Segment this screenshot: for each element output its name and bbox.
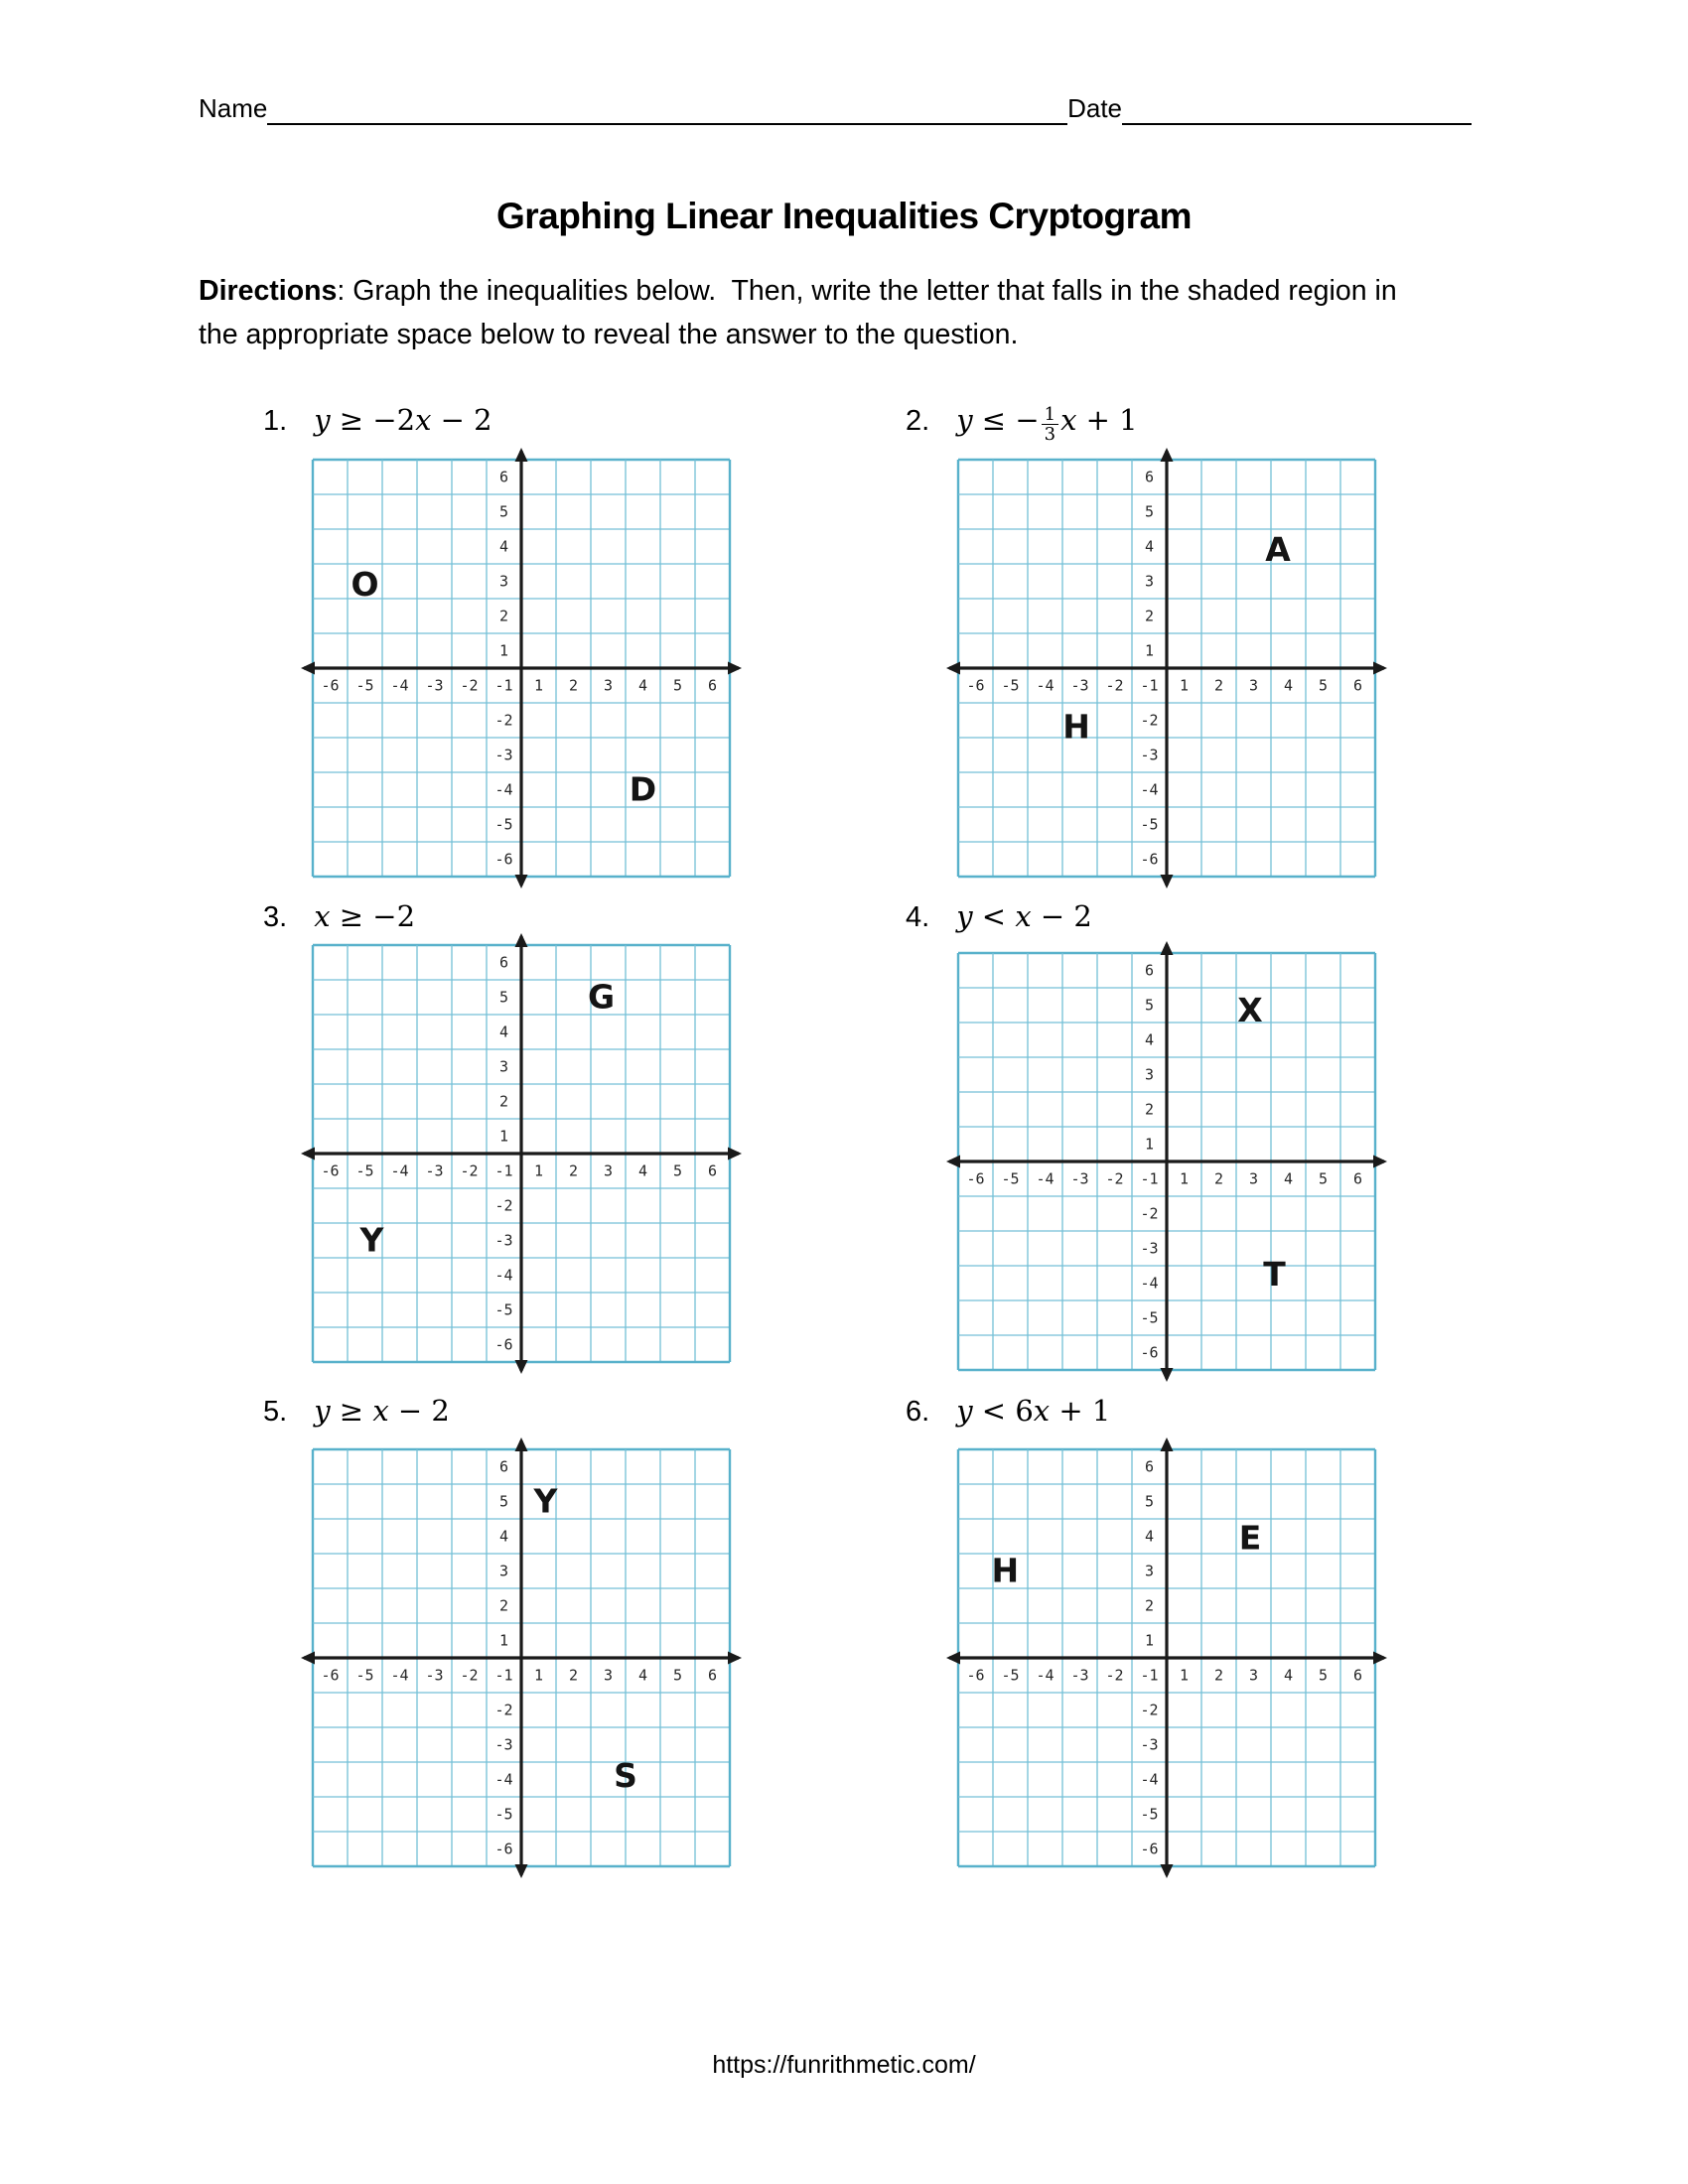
y-tick-label: -3 (494, 1735, 513, 1754)
x-tick-label: -1 (1140, 676, 1159, 695)
x-tick-label: -3 (425, 676, 444, 695)
x-tick-label: -5 (1001, 676, 1020, 695)
name-label: Name (199, 93, 268, 123)
x-tick-label: -5 (1001, 1666, 1020, 1685)
graph-letter-A: A (1265, 530, 1291, 569)
footer-url: https://funrithmetic.com/ (712, 2051, 976, 2079)
x-tick-label: 1 (533, 1161, 544, 1180)
problem-6-inequality: y < 6 x + 1 (956, 1394, 1111, 1428)
axis-arrow-icon (728, 1148, 742, 1160)
problem-4-label (906, 899, 1092, 934)
problem-3-label (263, 899, 415, 934)
y-tick-label: 2 (498, 607, 509, 625)
y-tick-label: -6 (1140, 850, 1159, 869)
graph-letter-Y: Y (359, 1220, 384, 1260)
x-tick-label: 3 (603, 1666, 614, 1685)
axis-arrow-icon (515, 448, 528, 462)
graph-letter-X: X (1237, 990, 1263, 1029)
x-tick-label: -4 (1036, 1666, 1055, 1685)
x-tick-label: 3 (1248, 1169, 1259, 1188)
problem-2-inequality: y ≤ − $\frac{1}{3}$ x + 1 (956, 403, 1138, 446)
axis-arrow-icon (515, 1360, 528, 1374)
x-tick-label: -5 (355, 676, 374, 695)
graph-letter-D: D (629, 769, 657, 809)
y-tick-label: 5 (498, 988, 509, 1007)
name-blank-line (267, 117, 1067, 125)
directions-text (199, 269, 1425, 356)
x-tick-label: 6 (707, 1161, 718, 1180)
x-tick-label: 5 (672, 676, 683, 695)
y-tick-label: -3 (1140, 1239, 1159, 1258)
y-tick-label: 5 (498, 502, 509, 521)
y-tick-label: 5 (1144, 996, 1155, 1015)
y-tick-label: -3 (494, 1231, 513, 1250)
y-tick-label: 1 (1144, 641, 1155, 660)
y-tick-label: 4 (498, 537, 509, 556)
x-tick-label: 4 (1283, 1666, 1294, 1685)
y-tick-label: -4 (1140, 1274, 1159, 1293)
x-tick-label: -6 (966, 676, 985, 695)
axis-arrow-icon (515, 1437, 528, 1451)
y-tick-label: 1 (498, 641, 509, 660)
math-variable: y (956, 1394, 973, 1428)
problem-6-graph (946, 1437, 1387, 1878)
axis-arrow-icon (1161, 1437, 1174, 1451)
axis-arrow-icon (1161, 1368, 1174, 1382)
x-tick-label: 4 (637, 676, 648, 695)
axis-arrow-icon (515, 933, 528, 947)
axis-arrow-icon (1161, 875, 1174, 888)
x-tick-label: 3 (603, 1161, 614, 1180)
x-tick-label: -4 (390, 1161, 409, 1180)
x-tick-label: 5 (1318, 1169, 1329, 1188)
y-tick-label: -2 (1140, 1204, 1159, 1223)
axis-arrow-icon (946, 1652, 960, 1665)
y-tick-label: 1 (498, 1631, 509, 1650)
axis-arrow-icon (1373, 662, 1387, 675)
y-tick-label: 4 (1144, 537, 1155, 556)
x-tick-label: -2 (1105, 676, 1124, 695)
axis-arrow-icon (728, 1652, 742, 1665)
x-tick-label: 6 (1352, 1666, 1363, 1685)
y-tick-label: -2 (494, 711, 513, 730)
y-tick-label: 6 (1144, 961, 1155, 980)
math-variable: y (956, 899, 973, 933)
y-tick-label: 4 (1144, 1527, 1155, 1546)
x-tick-label: -1 (1140, 1169, 1159, 1188)
y-tick-label: -2 (1140, 711, 1159, 730)
x-tick-label: -6 (321, 1161, 340, 1180)
problem-5-label (263, 1394, 450, 1429)
y-tick-label: -6 (494, 1840, 513, 1858)
y-tick-label: -3 (1140, 746, 1159, 764)
y-tick-label: 2 (498, 1092, 509, 1111)
axis-arrow-icon (1161, 941, 1174, 955)
problem-3-number: 3. (263, 901, 288, 933)
math-variable: x (1060, 403, 1077, 437)
y-tick-label: -6 (1140, 1343, 1159, 1362)
problem-2-number: 2. (906, 405, 930, 437)
axis-arrow-icon (728, 662, 742, 675)
y-tick-label: 3 (1144, 1065, 1155, 1084)
x-tick-label: 5 (1318, 676, 1329, 695)
problem-4-number: 4. (906, 901, 930, 933)
y-tick-label: -6 (1140, 1840, 1159, 1858)
x-tick-label: -3 (1070, 1169, 1089, 1188)
y-tick-label: 6 (498, 468, 509, 486)
y-tick-label: 6 (1144, 1457, 1155, 1476)
axis-arrow-icon (515, 875, 528, 888)
problem-3-inequality: x ≥ −2 (314, 899, 416, 933)
x-tick-label: -5 (355, 1161, 374, 1180)
y-tick-label: 3 (498, 572, 509, 591)
name-date-row (199, 93, 1472, 125)
y-tick-label: 3 (1144, 1562, 1155, 1580)
x-tick-label: 6 (1352, 676, 1363, 695)
x-tick-label: -5 (1001, 1169, 1020, 1188)
problem-1-inequality: y ≥ −2 x − 2 (314, 403, 492, 437)
y-tick-label: 1 (1144, 1631, 1155, 1650)
axis-arrow-icon (1161, 448, 1174, 462)
y-tick-label: 5 (1144, 502, 1155, 521)
math-variable: x (1033, 1394, 1051, 1428)
y-tick-label: -3 (494, 746, 513, 764)
y-tick-label: -2 (1140, 1701, 1159, 1719)
graph-letter-S: S (614, 1756, 637, 1795)
y-tick-label: 4 (498, 1023, 509, 1041)
math-variable: y (314, 403, 331, 437)
problem-2-graph (946, 448, 1387, 888)
x-tick-label: -6 (321, 1666, 340, 1685)
math-variable: y (314, 1394, 331, 1428)
x-tick-label: 6 (707, 1666, 718, 1685)
x-tick-label: 2 (1213, 676, 1224, 695)
y-tick-label: -4 (1140, 1770, 1159, 1789)
x-tick-label: -2 (460, 676, 479, 695)
y-tick-label: 2 (1144, 1100, 1155, 1119)
problem-1-label (263, 403, 492, 438)
x-tick-label: 1 (533, 1666, 544, 1685)
y-tick-label: 6 (498, 953, 509, 972)
graph-letter-Y: Y (533, 1481, 558, 1521)
x-tick-label: -3 (425, 1666, 444, 1685)
math-variable: x (372, 1394, 389, 1428)
x-tick-label: 4 (637, 1161, 648, 1180)
x-tick-label: 4 (1283, 1169, 1294, 1188)
problem-6-number: 6. (906, 1396, 930, 1428)
y-tick-label: -3 (1140, 1735, 1159, 1754)
x-tick-label: -2 (460, 1161, 479, 1180)
y-tick-label: -5 (1140, 815, 1159, 834)
x-tick-label: 2 (568, 1666, 579, 1685)
x-tick-label: 1 (1179, 1666, 1190, 1685)
x-tick-label: -1 (494, 1666, 513, 1685)
problem-5-number: 5. (263, 1396, 288, 1428)
y-tick-label: -4 (494, 1266, 513, 1285)
y-tick-label: 4 (1144, 1030, 1155, 1049)
x-tick-label: 5 (1318, 1666, 1329, 1685)
y-tick-label: 2 (1144, 1596, 1155, 1615)
y-tick-label: -4 (494, 1770, 513, 1789)
x-tick-label: -3 (1070, 676, 1089, 695)
axis-arrow-icon (301, 1652, 315, 1665)
directions-lead: Directions (199, 275, 338, 307)
axis-arrow-icon (301, 1148, 315, 1160)
x-tick-label: 2 (1213, 1169, 1224, 1188)
y-tick-label: 4 (498, 1527, 509, 1546)
x-tick-label: -6 (966, 1169, 985, 1188)
y-tick-label: 3 (498, 1057, 509, 1076)
x-tick-label: -1 (494, 1161, 513, 1180)
directions-body: : Graph the inequalities below. Then, write the letter that falls in the shaded region in the appropriate space below to reveal the answer to the question. (199, 275, 1405, 350)
problem-4-inequality: y < x − 2 (956, 899, 1092, 933)
x-tick-label: -4 (390, 676, 409, 695)
x-tick-label: -6 (966, 1666, 985, 1685)
y-tick-label: -6 (494, 850, 513, 869)
problem-1-number: 1. (263, 405, 288, 437)
x-tick-label: -1 (494, 676, 513, 695)
page-title: Graphing Linear Inequalities Cryptogram (495, 196, 1193, 236)
x-tick-label: -3 (1070, 1666, 1089, 1685)
axis-arrow-icon (515, 1864, 528, 1878)
y-tick-label: 2 (498, 1596, 509, 1615)
y-tick-label: -5 (1140, 1308, 1159, 1327)
y-tick-label: 1 (498, 1127, 509, 1146)
x-tick-label: -2 (1105, 1666, 1124, 1685)
x-tick-label: 4 (1283, 676, 1294, 695)
axis-arrow-icon (946, 662, 960, 675)
problem-6-label (906, 1394, 1110, 1429)
x-tick-label: 2 (568, 1161, 579, 1180)
x-tick-label: 3 (1248, 1666, 1259, 1685)
fraction-denominator: 3 (1042, 424, 1058, 444)
x-tick-label: -2 (460, 1666, 479, 1685)
axis-arrow-icon (1373, 1652, 1387, 1665)
math-variable: y (956, 403, 973, 437)
graph-letter-H: H (1062, 707, 1090, 747)
math-variable: x (1015, 899, 1032, 933)
fraction (1042, 405, 1058, 445)
problem-4-graph (946, 941, 1387, 1382)
graph-letter-O: O (351, 565, 379, 604)
x-tick-label: -2 (1105, 1169, 1124, 1188)
graph-letter-H: H (991, 1551, 1020, 1590)
y-tick-label: -2 (494, 1196, 513, 1215)
y-tick-label: 6 (498, 1457, 509, 1476)
y-tick-label: -4 (494, 780, 513, 799)
x-tick-label: 1 (1179, 1169, 1190, 1188)
graph-letter-T: T (1263, 1254, 1286, 1294)
x-tick-label: -4 (390, 1666, 409, 1685)
x-tick-label: -5 (355, 1666, 374, 1685)
x-tick-label: -4 (1036, 1169, 1055, 1188)
y-tick-label: -4 (1140, 780, 1159, 799)
problem-2-label (906, 403, 1138, 446)
x-tick-label: -4 (1036, 676, 1055, 695)
problem-5-graph (301, 1437, 742, 1878)
x-tick-label: 4 (637, 1666, 648, 1685)
axis-arrow-icon (1373, 1156, 1387, 1168)
date-blank-line (1122, 117, 1472, 125)
x-tick-label: -6 (321, 676, 340, 695)
x-tick-label: 6 (707, 676, 718, 695)
x-tick-label: 5 (672, 1161, 683, 1180)
y-tick-label: -5 (494, 1805, 513, 1824)
x-tick-label: 2 (1213, 1666, 1224, 1685)
x-tick-label: 2 (568, 676, 579, 695)
graph-letter-E: E (1238, 1518, 1262, 1558)
y-tick-label: 5 (498, 1492, 509, 1511)
y-tick-label: 2 (1144, 607, 1155, 625)
y-tick-label: 3 (1144, 572, 1155, 591)
x-tick-label: -3 (425, 1161, 444, 1180)
x-tick-label: 1 (1179, 676, 1190, 695)
y-tick-label: 3 (498, 1562, 509, 1580)
y-tick-label: -5 (1140, 1805, 1159, 1824)
x-tick-label: 6 (1352, 1169, 1363, 1188)
problem-1-graph (301, 448, 742, 888)
graph-letter-G: G (587, 977, 616, 1017)
axis-arrow-icon (946, 1156, 960, 1168)
axis-arrow-icon (301, 662, 315, 675)
math-variable: x (415, 403, 432, 437)
y-tick-label: 6 (1144, 468, 1155, 486)
problem-5-inequality: y ≥ x − 2 (314, 1394, 450, 1428)
x-tick-label: -1 (1140, 1666, 1159, 1685)
x-tick-label: 3 (603, 676, 614, 695)
date-label: Date (1067, 93, 1122, 123)
y-tick-label: -5 (494, 1300, 513, 1319)
axis-arrow-icon (1161, 1864, 1174, 1878)
problem-3-graph (301, 933, 742, 1374)
y-tick-label: -6 (494, 1335, 513, 1354)
y-tick-label: 1 (1144, 1135, 1155, 1154)
y-tick-label: 5 (1144, 1492, 1155, 1511)
fraction-numerator: 1 (1044, 404, 1056, 425)
x-tick-label: 1 (533, 676, 544, 695)
x-tick-label: 5 (672, 1666, 683, 1685)
y-tick-label: -2 (494, 1701, 513, 1719)
x-tick-label: 3 (1248, 676, 1259, 695)
math-variable: x (314, 899, 331, 933)
y-tick-label: -5 (494, 815, 513, 834)
